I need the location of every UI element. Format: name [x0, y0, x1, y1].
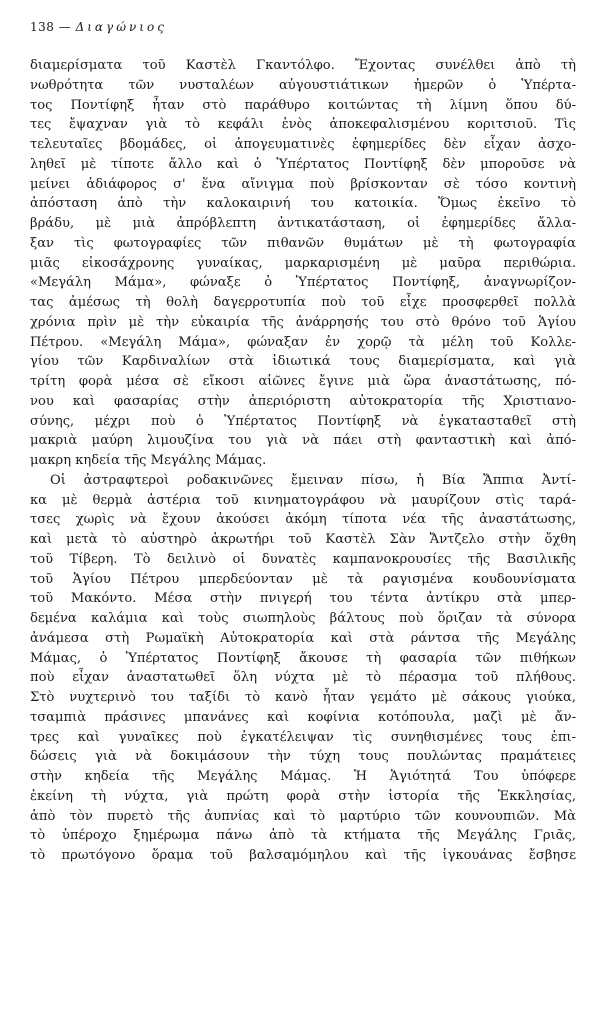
body-text [30, 56, 576, 866]
text-line: τος Ποντίφηξ ἦταν στὸ παράθυρο κοιτώντας τὴ λίμνη ὅπου δύ- [30, 97, 576, 113]
text-line: ληθεῖ μὲ τίποτε ἄλλο καὶ ὁ Ὑπέρτατος Ποντίφηξ δὲν μποροῦσε νὰ [30, 156, 576, 172]
text-line: νωθρότητα τῶν νυσταλέων αὐγουστιάτικων ἡμερῶν ὁ Ὑπέρτα- [30, 77, 576, 93]
text-line: Στὸ νυχτερινὸ του ταξίδι τὸ κανὸ ἦταν γεμάτο μὲ σάκους γιούκα, [30, 690, 576, 705]
text-line: ἐκείνη τὴ νύχτα, γιὰ πρώτη φορὰ στὴν ἱστορία τῆς Ἐκκλησίας, [30, 788, 576, 804]
text-line: γίου τῶν Καρδιναλίων στὰ ἰδιωτικά τους διαμερίσματα, καὶ γιὰ [30, 354, 576, 370]
text-line: τοῦ Μακόντο. Μέσα στὴν πνιγερή του τέντα ἀντίκρυ στὰ μπερ- [30, 591, 576, 607]
text-line: τελευταῖες βδομάδες, οἱ ἀπογευματινὲς ἐφημερίδες δὲν εἶχαν ἀσχο- [30, 137, 576, 152]
text-line: διαμερίσματα τοῦ Καστὲλ Γκαντόλφο. Ἔχοντας συνέλθει ἀπὸ τὴ [30, 58, 576, 73]
running-head-separator: — [58, 20, 72, 34]
text-line: τσαμπιὰ πράσινες μπανάνες καὶ κοφίνια κοτόπουλα, μαζὶ μὲ ἄν- [30, 709, 576, 725]
text-line: δώσεις γιὰ νὰ δοκιμάσουν τὴν τύχη τους πουλώντας πραμάτειες [30, 749, 576, 765]
text-line: τὸ ὑπέροχο ξημέρωμα πάνω ἀπὸ τὰ κτήματα τῆς Μεγάλης Γριᾶς, [30, 828, 576, 844]
text-line: τας ἀμέσως τὴ θολὴ δαγερροτυπία ποὺ τοῦ εἶχε προσφερθεῖ πολλὰ [30, 295, 576, 310]
text-line: σύνης, μέχρι ποὺ ὁ Ὑπέρτατος Ποντίφηξ νὰ ἐγκατασταθεῖ στὴ [30, 413, 576, 429]
running-title: Διαγώνιος [75, 20, 167, 34]
text-line: «Μεγάλη Μάμα», φώναξε ὁ Ὑπέρτατος Ποντίφηξ, ἀναγνωρίζον- [30, 275, 576, 291]
text-line: ἀνάμεσα στὴ Ρωμαϊκὴ Αὐτοκρατορία καὶ στὰ ράντσα τῆς Μεγάλης [30, 630, 576, 646]
text-line: νου καὶ φασαρίας στὴν ἀπεριόριστη αὐτοκρατορία τῆς Χριστιανο- [30, 393, 576, 409]
paragraph [30, 471, 576, 866]
text-line: καὶ μετὰ τὸ αὐστηρὸ ἀκρωτήρι τοῦ Καστὲλ Σὰν Ἄντζελο στὴν ὄχθη [30, 532, 576, 547]
text-line: Πέτρου. «Μεγάλη Μάμα», φώναξαν ἐν χορῷ τὰ μέλη τοῦ Κολλε- [30, 334, 576, 350]
text-line: βράδυ, μὲ μιὰ ἀπρόβλεπτη ἀντικατάσταση, οἱ ἐφημερίδες ἄλλα- [30, 216, 576, 231]
text-line: τρες καὶ γυναῖκες ποὺ ἐγκατέλειψαν τὶς συνηθισμένες τους ἐπι- [30, 729, 576, 745]
text-line: στὴν κηδεία τῆς Μεγάλης Μάμας. Ἡ Ἁγιότητά Του ὑπόφερε [30, 769, 576, 784]
text-line: χρόνια πρὶν μὲ τὴν εὐκαιρία τῆς ἀνάρρησής του στὸ θρόνο τοῦ Ἁγίου [30, 314, 576, 330]
text-line: μακριὰ μαύρη λιμουζίνα του γιὰ νὰ πάει στὴ φανταστικὴ καὶ ἀπό- [30, 433, 576, 449]
text-line: Μάμας, ὁ Ὑπέρτατος Ποντίφηξ ἄκουσε τὴ φασαρία τῶν πιθήκων [30, 650, 576, 666]
text-line: ποὺ εἶχαν ἀναστατωθεῖ ὅλη νύχτα μὲ τὸ πέρασμα τοῦ πλήθους. [30, 670, 576, 686]
text-line: μείνει ἀδιάφορος σ' ἕνα αἴνιγμα ποὺ βρίσκονταν σὲ τόσο κοντινὴ [30, 176, 576, 192]
page-number: 138 [30, 20, 55, 34]
text-line: μιᾶς εἰκοσάχρονης γυναίκας, μαρκαρισμένη μὲ μαῦρα περιθώρια. [30, 255, 576, 271]
text-line: τσες χωρὶς νὰ ἔχουν ἀκούσει ἀκόμη τίποτα νέα τῆς ἀναστάτωσης, [30, 512, 576, 528]
text-line: κα μὲ θερμὰ ἀστέρια τοῦ κινηματογράφου νὰ μαυρίζουν στὶς ταρά- [30, 492, 576, 508]
text-line: ἀπόσταση ἀπὸ τὴν καλοκαιρινή του κατοικία. Ὅμως ἐκεῖνο τὸ [30, 196, 576, 212]
text-line: τρίτη φορὰ μέσα σὲ εἴκοσι αἰῶνες ἔγινε μιὰ ὥρα ἀναστάτωσης, πό- [30, 374, 576, 389]
text-line: δεμένα καλάμια καὶ τοὺς σιωπηλοὺς βάλτους ποὺ ὅριζαν τὰ σύνορα [30, 611, 576, 626]
paragraph [30, 56, 576, 471]
running-head [30, 20, 167, 34]
text-line: τὸ πρωτόγονο ὅραμα τοῦ βαλσαμόμηλου καὶ τῆς ἰγκουάνας ἔσβησε [30, 848, 576, 863]
text-line: μακρη κηδεία τῆς Μεγάλης Μάμας. [30, 453, 267, 468]
text-line: τες ἔψαχναν γιὰ τὸ κεφάλι ἑνὸς ἀποκεφαλισμένου κοριτσιοῦ. Τὶς [30, 117, 576, 133]
text-line: ξαν τὶς φωτογραφίες τῶν πιθανῶν θυμάτων μὲ τὴ φωτογραφία [30, 235, 576, 251]
text-line: Οἱ ἀστραφτεροὶ ροδακινῶνες ἔμειναν πίσω, ἡ Βία Ἄππια Ἀντί- [50, 472, 576, 488]
text-line: ἀπὸ τὸν πυρετὸ τῆς ἀυπνίας καὶ τὸ μαρτύριο τῶν κουνουπιῶν. Μὰ [30, 808, 576, 824]
text-line: τοῦ Τίβερη. Τὸ δειλινὸ οἱ δυνατὲς καμπανοκρουσίες τῆς Βασιλικῆς [30, 551, 576, 567]
text-line: τοῦ Ἁγίου Πέτρου μπερδεύονταν μὲ τὰ ραγισμένα κουδουνίσματα [30, 571, 576, 587]
